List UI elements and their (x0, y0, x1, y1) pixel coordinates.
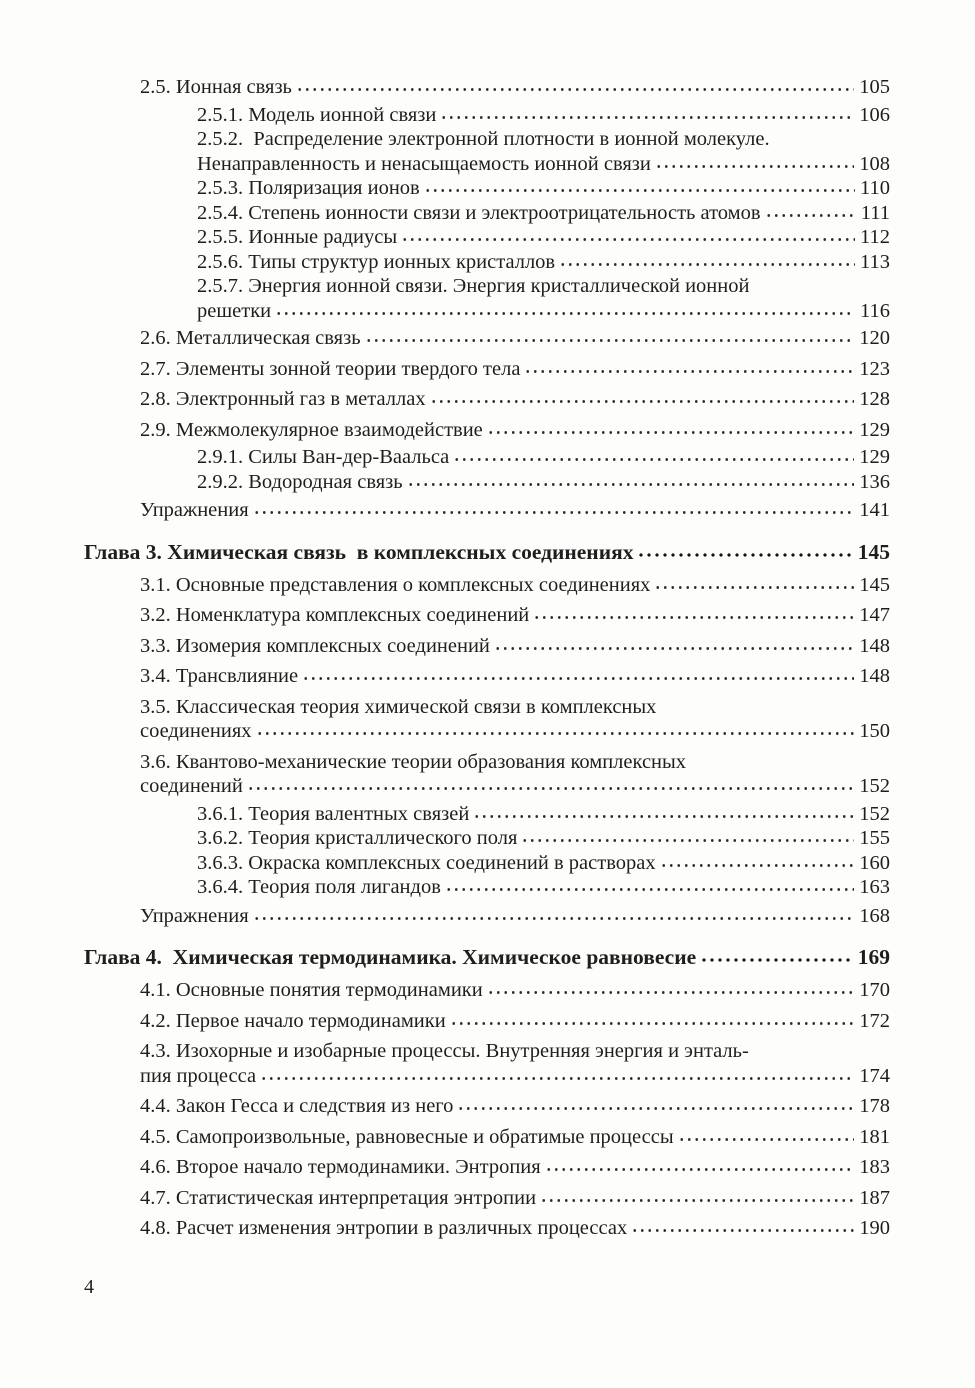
toc-entry-line (197, 875, 890, 900)
toc-entry-line (84, 945, 890, 970)
toc-entry-text: решетки (197, 299, 272, 322)
toc-entry-text: 3.6.3. Окраска комплексных соединений в растворах (197, 851, 656, 874)
toc-entry (84, 1091, 890, 1122)
toc-entry-line (197, 103, 890, 128)
toc-entry-page: 170 (859, 979, 890, 1001)
dot-leader (540, 1199, 854, 1204)
toc-entry-page: 120 (859, 327, 890, 349)
toc-entry-line (140, 326, 890, 351)
toc-entry (84, 570, 890, 601)
toc-entry-page: 163 (859, 876, 890, 898)
dot-leader (450, 1022, 855, 1027)
toc-entry-line (140, 498, 890, 523)
toc-entry (84, 900, 890, 933)
toc-entry (84, 250, 890, 275)
toc-entry-text: 2.5.5. Ионные радиусы (197, 226, 398, 248)
toc-entry (84, 1183, 890, 1214)
toc-entry (84, 415, 890, 446)
dot-leader (700, 958, 853, 964)
toc-entry-text: 4.5. Самопроизвольные, равновесные и обратимые процессы (140, 1125, 674, 1148)
dot-leader (302, 677, 854, 682)
toc-entry-text: 3.2. Номенклатура комплексных соединений (140, 604, 530, 626)
toc-entry-text: 2.5.2. Распределение электронной плотности в ионной молекуле. (197, 128, 770, 150)
toc-entry-line (197, 250, 890, 275)
toc-entry-text: 3.1. Основные представления о комплексных соединениях (140, 573, 651, 596)
dot-leader (487, 431, 854, 436)
toc-entry-page: 123 (859, 357, 890, 380)
toc-entry-line (140, 719, 890, 744)
toc-entry-line (197, 851, 890, 876)
dot-leader (559, 263, 855, 268)
toc-entry-line (140, 750, 890, 775)
toc-entry (84, 600, 890, 631)
dot-leader (407, 483, 855, 488)
toc-entry (84, 527, 890, 570)
toc-entry-page: 129 (859, 446, 890, 468)
dot-leader (275, 312, 855, 317)
dot-leader (401, 238, 855, 243)
toc-entry-text: 2.9.1. Силы Ван-дер-Ваальса (197, 446, 450, 468)
toc-entry (84, 1006, 890, 1037)
toc-entry-text: 3.6.2. Теория кристаллического поля (197, 827, 518, 849)
toc-entry-page: 106 (859, 103, 890, 126)
toc-entry-line (140, 1125, 890, 1150)
toc-entry-line (140, 418, 890, 443)
toc-entry-text: 2.5.4. Степень ионности связи и электроотрицательность атомов (197, 201, 761, 224)
toc-entry-page: 108 (859, 152, 890, 175)
toc-entry-line (140, 978, 890, 1003)
toc-entry-page: 111 (860, 201, 890, 224)
toc-entry-page: 145 (859, 573, 890, 596)
toc-entry-line (140, 1064, 890, 1089)
toc-entry (84, 274, 890, 323)
toc-entry (84, 631, 890, 662)
dot-leader (473, 815, 854, 820)
toc-entry-text: 3.6.4. Теория поля лигандов (197, 876, 441, 898)
toc-entry-page: 148 (859, 665, 890, 687)
dot-leader (545, 1168, 855, 1173)
toc-entry-text: пия процесса (140, 1064, 257, 1087)
dot-leader (253, 511, 855, 516)
toc-entry-text: Упражнения (140, 904, 249, 927)
toc-entry (84, 323, 890, 354)
dot-leader (637, 553, 852, 559)
toc-entry-text: 4.1. Основные понятия термодинамики (140, 979, 483, 1001)
toc-entry-line (140, 695, 890, 720)
toc-entry-text: 2.7. Элементы зонной теории твердого тела (140, 357, 521, 380)
toc-entry (84, 201, 890, 226)
toc-entry-page: 105 (859, 76, 890, 98)
dot-leader (524, 370, 854, 375)
toc-entry-line (140, 774, 890, 799)
toc-entry-text: соединениях (140, 720, 252, 742)
toc-entry-page: 141 (859, 499, 890, 521)
dot-leader (260, 1077, 854, 1082)
toc-entry-page: 129 (859, 418, 890, 441)
toc-entry-line (197, 152, 890, 177)
toc-entry-text: 4.4. Закон Гесса и следствия из него (140, 1095, 454, 1117)
toc-entry-page: 174 (859, 1064, 890, 1087)
toc-entry-line (197, 470, 890, 495)
toc-entry-text: 3.6.1. Теория валентных связей (197, 802, 470, 825)
toc-entry-text: 2.5.7. Энергия ионной связи. Энергия кристаллической ионной (197, 275, 750, 297)
toc-entry (84, 445, 890, 470)
dot-leader (655, 165, 854, 170)
toc-entry (84, 661, 890, 692)
toc-entry-page: 187 (859, 1186, 890, 1209)
dot-leader (440, 116, 854, 121)
dot-leader (660, 864, 855, 869)
dot-leader (533, 616, 854, 621)
toc-entry-line (140, 664, 890, 689)
toc-entry (84, 127, 890, 176)
toc-entry-text: 2.5. Ионная связь (140, 76, 292, 98)
dot-leader (247, 787, 854, 792)
toc-entry-page: 169 (857, 945, 890, 969)
toc-entry-line (140, 1216, 890, 1241)
toc-list (84, 72, 890, 1244)
dot-leader (445, 888, 854, 893)
toc-entry-line (197, 127, 890, 152)
toc-entry (84, 1036, 890, 1091)
toc-entry-line (140, 387, 890, 412)
toc-entry (84, 692, 890, 747)
toc-entry-text: 2.8. Электронный газ в металлах (140, 388, 426, 410)
toc-entry (84, 103, 890, 128)
dot-leader (765, 214, 856, 219)
toc-entry-page: 128 (859, 388, 890, 410)
toc-entry-page: 110 (860, 177, 890, 199)
toc-entry-text: 2.9. Межмолекулярное взаимодействие (140, 418, 483, 441)
toc-entry-line (140, 1009, 890, 1034)
toc-entry (84, 384, 890, 415)
dot-leader (424, 189, 855, 194)
toc-entry-line (140, 1186, 890, 1211)
toc-entry-page: 183 (859, 1156, 890, 1178)
toc-entry-line (140, 1155, 890, 1180)
toc-entry (84, 875, 890, 900)
toc-entry (84, 1152, 890, 1183)
toc-entry (84, 826, 890, 851)
toc-entry (84, 354, 890, 385)
toc-entry-page: 178 (859, 1095, 890, 1117)
toc-entry-page: 168 (859, 904, 890, 927)
toc-entry-page: 152 (859, 802, 890, 825)
toc-entry (84, 802, 890, 827)
toc-entry-text: Упражнения (140, 499, 249, 521)
toc-entry-text: 2.5.6. Типы структур ионных кристаллов (197, 250, 556, 273)
toc-entry-line (197, 274, 890, 299)
dot-leader (631, 1229, 854, 1234)
toc-entry-text: 2.6. Металлическая связь (140, 327, 361, 349)
toc-entry-page: 136 (859, 470, 890, 493)
dot-leader (430, 400, 855, 405)
page-number: 4 (84, 1276, 94, 1298)
toc-entry (84, 470, 890, 495)
toc-entry (84, 176, 890, 201)
toc-entry-text: 2.9.2. Водородная связь (197, 470, 403, 493)
toc-entry (84, 1213, 890, 1244)
toc-entry-text: 2.5.1. Модель ионной связи (197, 103, 437, 126)
toc-entry-page: 160 (859, 851, 890, 874)
dot-leader (253, 917, 855, 922)
dot-leader (453, 458, 854, 463)
toc-entry-page: 155 (859, 827, 890, 849)
dot-leader (365, 339, 855, 344)
toc-entry (84, 932, 890, 975)
toc-entry-line (197, 201, 890, 226)
dot-leader (654, 586, 854, 591)
toc-entry-line (140, 634, 890, 659)
toc-entry-text: Глава 3. Химическая связь в комплексных соединениях (84, 539, 634, 564)
toc-entry-line (140, 1094, 890, 1119)
toc-entry-line (140, 75, 890, 100)
toc-entry-text: 4.8. Расчет изменения энтропии в различных процессах (140, 1217, 628, 1239)
toc-entry-line (140, 904, 890, 929)
dot-leader (521, 839, 854, 844)
toc-entry-text: 3.5. Классическая теория химической связи в комплексных (140, 695, 657, 718)
toc-entry-text: 3.4. Трансвлияние (140, 665, 299, 687)
toc-entry-line (84, 540, 890, 565)
toc-entry (84, 225, 890, 250)
toc-entry-page: 148 (859, 634, 890, 657)
toc-entry-line (140, 573, 890, 598)
toc-entry-line (197, 802, 890, 827)
toc-entry (84, 1122, 890, 1153)
dot-leader (487, 991, 855, 996)
toc-entry-line (197, 826, 890, 851)
toc-entry-page: 112 (860, 226, 890, 248)
toc-entry-line (140, 1039, 890, 1064)
dot-leader (256, 732, 855, 737)
dot-leader (457, 1107, 854, 1112)
toc-entry-line (197, 299, 890, 324)
toc-entry (84, 72, 890, 103)
toc-entry-text: соединений (140, 775, 243, 797)
toc-entry-page: 150 (859, 720, 890, 742)
toc-entry-page: 190 (859, 1217, 890, 1239)
toc-entry-page: 147 (859, 604, 890, 626)
toc-entry (84, 975, 890, 1006)
dot-leader (296, 88, 854, 93)
toc-entry-line (197, 445, 890, 470)
toc-entry-page: 116 (860, 299, 890, 322)
dot-leader (494, 647, 854, 652)
toc-entry-text: 4.2. Первое начало термодинамики (140, 1009, 446, 1032)
dot-leader (678, 1138, 855, 1143)
toc-entry-line (197, 225, 890, 250)
toc-entry-text: 3.6. Квантово-механические теории образования комплексных (140, 750, 687, 773)
toc-entry (84, 747, 890, 802)
toc-entry-text: 3.3. Изомерия комплексных соединений (140, 634, 490, 657)
toc-entry-line (197, 176, 890, 201)
toc-entry-page: 152 (859, 775, 890, 797)
toc-entry-page: 145 (857, 539, 890, 564)
toc-entry-text: 4.6. Второе начало термодинамики. Энтропия (140, 1156, 541, 1178)
toc-entry-page: 181 (859, 1125, 890, 1148)
toc-entry-page: 172 (859, 1009, 890, 1032)
toc-entry (84, 494, 890, 527)
toc-entry-line (140, 603, 890, 628)
toc-entry-text: 4.7. Статистическая интерпретация энтропии (140, 1186, 537, 1209)
toc-entry-text: 2.5.3. Поляризация ионов (197, 177, 420, 199)
toc-entry-text: Ненаправленность и ненасыщаемость ионной связи (197, 152, 651, 175)
toc-entry-text: Глава 4. Химическая термодинамика. Химическое равновесие (84, 945, 697, 969)
toc-entry (84, 851, 890, 876)
toc-entry-page: 113 (860, 250, 890, 273)
toc-entry-line (140, 357, 890, 382)
toc-entry-text: 4.3. Изохорные и изобарные процессы. Внутренняя энергия и энталь- (140, 1040, 749, 1062)
